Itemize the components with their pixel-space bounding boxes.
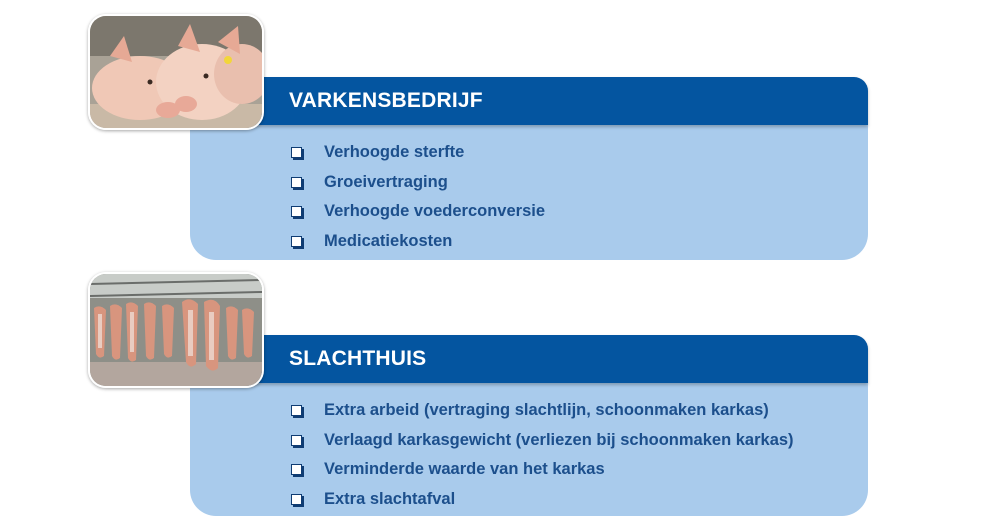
list-item xyxy=(291,168,545,198)
slaughterhouse-carcasses-photo xyxy=(88,272,264,388)
items-list xyxy=(291,138,545,256)
item-label: Verhoogde voederconversie xyxy=(324,202,546,221)
list-item xyxy=(291,227,545,257)
list-item xyxy=(291,455,794,485)
item-label: Extra arbeid (vertraging slachtlijn, schoonmaken karkas) xyxy=(324,401,769,420)
section-slachthuis xyxy=(0,258,987,524)
item-label: Groeivertraging xyxy=(324,172,448,191)
section-title: VARKENSBEDRIJF xyxy=(289,89,483,112)
items-list xyxy=(291,396,794,514)
checkbox-bullet-icon xyxy=(291,435,302,446)
section-header xyxy=(190,335,868,383)
list-item xyxy=(291,197,545,227)
item-label: Extra slachtafval xyxy=(324,489,456,508)
checkbox-bullet-icon xyxy=(291,405,302,416)
list-item xyxy=(291,138,545,168)
list-item xyxy=(291,396,794,426)
pigs-photo xyxy=(88,14,264,130)
list-item xyxy=(291,485,794,515)
checkbox-bullet-icon xyxy=(291,206,302,217)
list-item xyxy=(291,426,794,456)
item-label: Verhoogde sterfte xyxy=(324,143,465,162)
checkbox-bullet-icon xyxy=(291,147,302,158)
item-label: Verlaagd karkasgewicht (verliezen bij schoonmaken karkas) xyxy=(324,430,794,449)
checkbox-bullet-icon xyxy=(291,236,302,247)
checkbox-bullet-icon xyxy=(291,464,302,475)
item-label: Medicatiekosten xyxy=(324,231,453,250)
checkbox-bullet-icon xyxy=(291,494,302,505)
section-header xyxy=(190,77,868,125)
section-title: SLACHTHUIS xyxy=(289,347,427,370)
checkbox-bullet-icon xyxy=(291,177,302,188)
item-label: Verminderde waarde van het karkas xyxy=(324,460,605,479)
